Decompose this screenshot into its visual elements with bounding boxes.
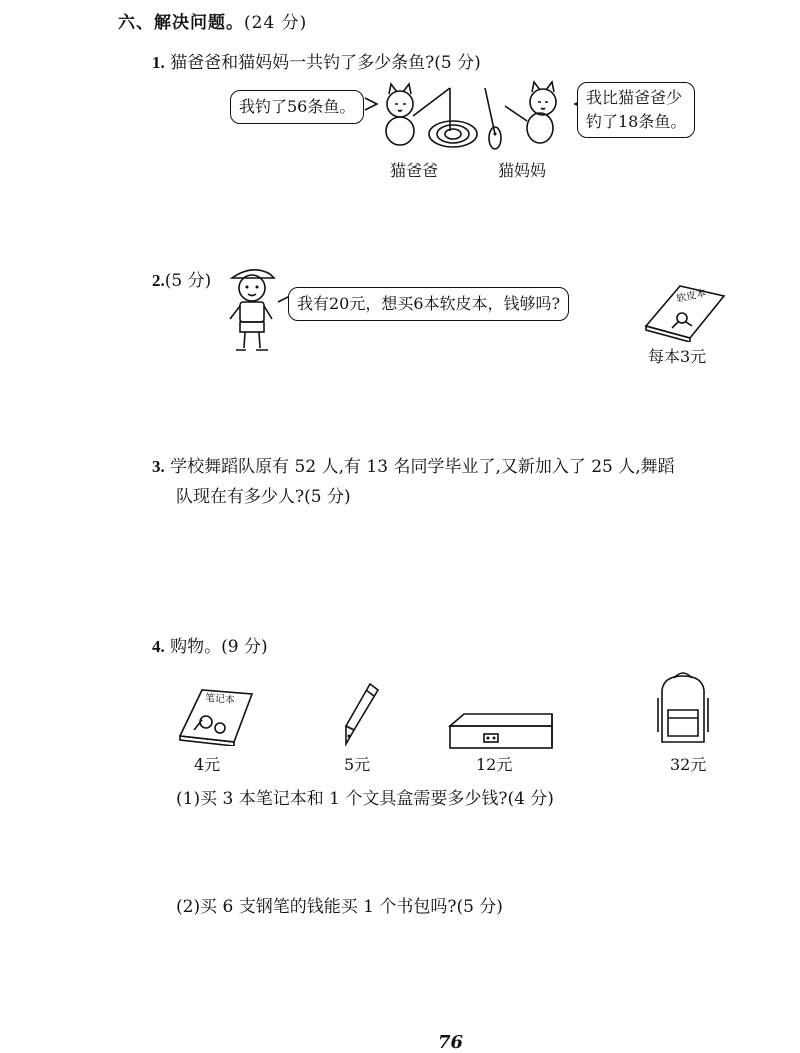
- question-text-line-1: 学校舞蹈队原有 52 人,有 13 名同学毕业了,又新加入了 25 人,舞蹈: [170, 457, 675, 477]
- label-cat-dad: 猫爸爸: [390, 161, 439, 180]
- question-points: (5 分): [164, 271, 212, 291]
- pen-icon: [332, 680, 382, 750]
- question-text: 猫爸爸和猫妈妈一共钓了多少条鱼?: [170, 53, 435, 73]
- question-text-line-2: 队现在有多少人?: [176, 487, 305, 507]
- cat-fishing-illustration: [355, 76, 595, 156]
- speech-bubble-dad: [230, 90, 364, 124]
- water-ripple-icon: [429, 121, 477, 147]
- sub-question-2: (2)买 6 支钢笔的钱能买 1 个书包吗?(5 分): [176, 897, 503, 917]
- speech-bubble-boy: [288, 287, 569, 321]
- question-text: 购物。: [170, 637, 222, 657]
- question-number: 2.: [152, 271, 165, 290]
- price-pen: 5元: [344, 755, 371, 774]
- question-points: (9 分): [221, 637, 268, 657]
- bubble-line-1: 我比猫爸爸少: [586, 88, 683, 107]
- cat-mom-icon: [485, 82, 556, 149]
- backpack-icon: [654, 668, 712, 748]
- label-cat-mom: 猫妈妈: [498, 161, 547, 180]
- speech-bubble-mom: [577, 82, 695, 138]
- bubble-text: 我钓了56条鱼。: [239, 97, 356, 116]
- question-number: 4.: [152, 637, 165, 656]
- section-points: (24 分): [244, 13, 308, 33]
- question-number: 3.: [152, 457, 165, 476]
- bubble-pointer-icon: [365, 98, 377, 110]
- bubble-line-2: 钓了18条鱼。: [586, 112, 687, 131]
- price-label: 每本3元: [648, 347, 707, 366]
- page-number: 76: [438, 1032, 464, 1053]
- notebook-cover-label: 笔记本: [204, 692, 236, 707]
- cat-dad-icon: [386, 84, 450, 145]
- boy-icon: [222, 264, 282, 354]
- section-title: [118, 8, 307, 33]
- question-number: 1.: [152, 53, 165, 72]
- sub-question-1: (1)买 3 本笔记本和 1 个文具盒需要多少钱?(4 分): [176, 789, 554, 809]
- notebook-cover-label: 软皮本: [675, 287, 708, 305]
- question-4: [152, 632, 268, 657]
- price-notebook: 4元: [194, 755, 221, 774]
- pencil-case-icon: [446, 712, 556, 752]
- bubble-text: 我有20元，想买6本软皮本，钱够吗?: [297, 294, 561, 313]
- question-3: [152, 452, 675, 512]
- question-points: (5 分): [434, 53, 481, 73]
- section-title-text: 六、解决问题。: [118, 13, 244, 33]
- question-2: [152, 266, 211, 291]
- question-points: (5 分): [304, 487, 351, 507]
- price-backpack: 32元: [670, 755, 707, 774]
- price-pencil-case: 12元: [476, 755, 513, 774]
- question-1: [152, 48, 481, 73]
